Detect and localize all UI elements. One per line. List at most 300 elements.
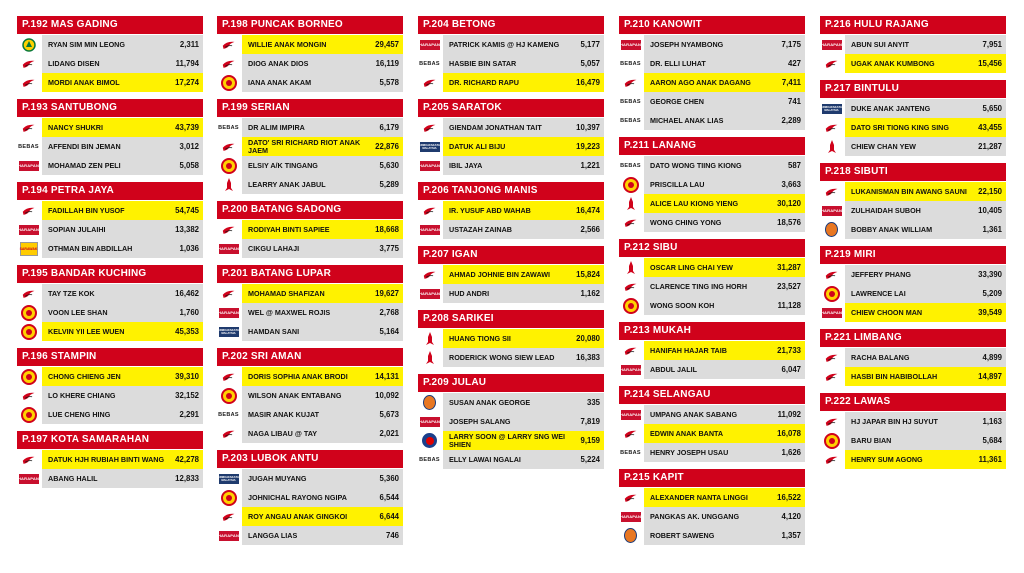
candidate-bar [242, 526, 403, 545]
candidate-row [619, 35, 805, 54]
candidate-name: DUKE ANAK JANTENG [851, 104, 931, 113]
bebas-label-icon: BEBAS [620, 60, 641, 67]
vote-count: 5,630 [379, 161, 399, 170]
psb-logo-icon [820, 450, 843, 469]
candidate-bar [845, 303, 1006, 322]
harapan-logo-icon: HARAPAN [217, 303, 240, 322]
candidate-row [217, 386, 403, 405]
constituency-title: P.222 LAWAS [820, 393, 1006, 411]
bebas-label-icon: BEBAS [620, 98, 641, 105]
candidate-row [619, 296, 805, 315]
candidate-row [619, 175, 805, 194]
candidate-bar [443, 284, 604, 303]
psb-logo-icon [820, 265, 843, 284]
constituency-title: P.194 PETRA JAYA [17, 182, 203, 200]
vote-count: 20,080 [576, 334, 600, 343]
psb-logo-icon [17, 73, 40, 92]
psb-logo-icon [418, 265, 441, 284]
candidate-name: AHMAD JOHNIE BIN ZAWAWI [449, 270, 551, 279]
psb-logo-icon [418, 118, 441, 137]
vote-count: 11,361 [978, 455, 1002, 464]
psb-logo-icon [217, 367, 240, 386]
candidate-name: RODERICK WONG SIEW LEAD [449, 353, 555, 362]
candidate-name: IBIL JAYA [449, 161, 483, 170]
candidate-bar [644, 258, 805, 277]
candidate-bar [845, 412, 1006, 431]
candidate-row [418, 284, 604, 303]
constituency-title: P.218 SIBUTI [820, 163, 1006, 181]
candidate-row [619, 92, 805, 111]
vote-count: 1,162 [580, 289, 600, 298]
vote-count: 17,274 [175, 78, 199, 87]
vote-count: 7,951 [982, 40, 1002, 49]
candidate-row [619, 277, 805, 296]
candidate-row [217, 239, 403, 258]
candidate-name: ROY ANGAU ANAK GINGKOI [248, 512, 348, 521]
candidate-name: LUE CHENG HING [48, 410, 111, 419]
candidate-row [619, 54, 805, 73]
harapan-logo-icon: HARAPAN [418, 284, 441, 303]
candidate-bar [242, 507, 403, 526]
candidate-name: TAY TZE KOK [48, 289, 95, 298]
candidate-row [820, 348, 1006, 367]
vote-count: 13,382 [175, 225, 199, 234]
vote-count: 11,128 [777, 301, 801, 310]
constituency-title: P.208 SARIKEI [418, 310, 604, 328]
harapan-logo-icon: HARAPAN [418, 220, 441, 239]
candidate-bar [644, 194, 805, 213]
constituency-section [418, 99, 604, 175]
candidate-name: PANGKAS AK. UNGGANG [650, 512, 740, 521]
harapan-logo-icon: HARAPAN [217, 239, 240, 258]
candidate-bar [443, 201, 604, 220]
candidate-bar [242, 303, 403, 322]
candidate-name: GEORGE CHEN [650, 97, 704, 106]
psb-logo-icon [820, 367, 843, 386]
candidate-name: JOSEPH NYAMBONG [650, 40, 724, 49]
vote-count: 4,899 [982, 353, 1002, 362]
candidate-name: CHIEW CHOON MAN [851, 308, 923, 317]
vote-count: 10,405 [978, 206, 1002, 215]
candidate-bar [42, 284, 203, 303]
constituency-section [619, 239, 805, 315]
candidate-bar [242, 35, 403, 54]
vote-count: 21,733 [777, 346, 801, 355]
candidate-name: LUKANISMAN BIN AWANG SAUNI [851, 187, 967, 196]
gps-logo-icon [619, 175, 642, 194]
candidate-row-winner [217, 367, 403, 386]
candidate-row [418, 54, 604, 73]
candidate-name: PRISCILLA LAU [650, 180, 705, 189]
sarawak-party-logo-icon: SARAWAK [17, 239, 40, 258]
candidate-name: DATUK ALI BIJU [449, 142, 506, 151]
candidate-row [820, 35, 1006, 54]
vote-count: 9,159 [580, 436, 600, 445]
candidate-name: UMPANG ANAK SABANG [650, 410, 738, 419]
vote-count: 14,897 [978, 372, 1002, 381]
candidate-bar [845, 54, 1006, 73]
constituency-section [17, 182, 203, 258]
rocket-logo-icon [619, 194, 642, 213]
vote-count: 33,390 [978, 270, 1002, 279]
constituency-section [17, 265, 203, 341]
candidate-row [820, 220, 1006, 239]
constituency-title: P.210 KANOWIT [619, 16, 805, 34]
vote-count: 1,760 [179, 308, 199, 317]
vote-count: 5,224 [580, 455, 600, 464]
candidate-bar [242, 405, 403, 424]
constituency-section [820, 163, 1006, 239]
candidate-bar [644, 35, 805, 54]
candidate-name: RACHA BALANG [851, 353, 910, 362]
vote-count: 3,012 [179, 142, 199, 151]
candidate-name: MORDI ANAK BIMOL [48, 78, 120, 87]
vote-count: 3,663 [781, 180, 801, 189]
candidate-bar [644, 73, 805, 92]
candidate-row [217, 322, 403, 341]
constituency-section [619, 322, 805, 379]
candidate-bar [242, 118, 403, 137]
candidate-bar [443, 412, 604, 431]
candidate-bar [242, 175, 403, 194]
candidate-row-winner [418, 137, 604, 156]
candidate-name: MOHAMAD SHAFIZAN [248, 289, 325, 298]
candidate-bar [845, 431, 1006, 450]
vote-count: 1,361 [982, 225, 1002, 234]
candidate-bar [644, 54, 805, 73]
candidate-name: OSCAR LING CHAI YEW [650, 263, 733, 272]
constituency-section [820, 80, 1006, 156]
vote-count: 10,397 [576, 123, 600, 132]
vote-count: 746 [385, 531, 399, 540]
candidate-name: UGAK ANAK KUMBONG [851, 59, 935, 68]
pbm-logo-icon: PERMUAFAKATAN MALAYSIA [215, 474, 242, 482]
vote-count: 19,627 [375, 289, 399, 298]
candidate-name: WONG SOON KOH [650, 301, 715, 310]
psb-logo-icon [17, 54, 40, 73]
candidate-row [820, 265, 1006, 284]
candidate-name: LIDANG DISEN [48, 59, 100, 68]
gps-logo-icon [217, 488, 240, 507]
constituency-title: P.215 KAPIT [619, 469, 805, 487]
constituency-title: P.192 MAS GADING [17, 16, 203, 34]
candidate-row [619, 526, 805, 545]
vote-count: 42,278 [175, 455, 199, 464]
candidate-name: OTHMAN BIN ABDILLAH [48, 244, 133, 253]
constituency-section [619, 386, 805, 462]
candidate-name: DIOG ANAK DIOS [248, 59, 309, 68]
bebas-label-icon: BEBAS [419, 60, 440, 67]
candidate-row-winner [619, 488, 805, 507]
candidate-name: CHIEW CHAN YEW [851, 142, 916, 151]
candidate-bar [42, 54, 203, 73]
psb-logo-icon [619, 213, 642, 232]
candidate-name: SUSAN ANAK GEORGE [449, 398, 531, 407]
candidate-bar [644, 156, 805, 175]
vote-count: 16,383 [576, 353, 600, 362]
gps-logo-icon [820, 431, 843, 450]
candidate-bar [42, 201, 203, 220]
candidate-bar [845, 137, 1006, 156]
candidate-bar [443, 393, 604, 412]
vote-count: 32,152 [175, 391, 199, 400]
candidate-row-winner [619, 341, 805, 360]
candidate-row-winner [820, 118, 1006, 137]
candidate-name: CHONG CHIENG JEN [48, 372, 121, 381]
candidate-row-winner [820, 450, 1006, 469]
candidate-name: DORIS SOPHIA ANAK BRODI [248, 372, 348, 381]
candidate-bar [845, 367, 1006, 386]
candidate-row [17, 469, 203, 488]
candidate-name: BOBBY ANAK WILLIAM [851, 225, 933, 234]
vote-count: 11,092 [777, 410, 801, 419]
candidate-row-winner [820, 182, 1006, 201]
candidate-name: HENRY SUM AGONG [851, 455, 923, 464]
candidate-bar [644, 526, 805, 545]
constituency-title: P.219 MIRI [820, 246, 1006, 264]
rocket-logo-icon [418, 329, 441, 348]
vote-count: 5,289 [379, 180, 399, 189]
gps-logo-icon [17, 322, 40, 341]
bebas-label-icon: BEBAS [620, 449, 641, 456]
candidate-bar [242, 386, 403, 405]
candidate-row [820, 431, 1006, 450]
candidate-row [217, 424, 403, 443]
candidate-row [17, 137, 203, 156]
harapan-logo-icon: HARAPAN [820, 35, 843, 54]
vote-count: 5,360 [379, 474, 399, 483]
constituency-section [217, 348, 403, 443]
candidate-name: DR ALIM IMPIRA [248, 123, 305, 132]
harapan-logo-icon: HARAPAN [820, 303, 843, 322]
psb-logo-icon [820, 412, 843, 431]
constituency-section [17, 99, 203, 175]
vote-count: 3,775 [379, 244, 399, 253]
vote-count: 335 [586, 398, 600, 407]
candidate-bar [42, 239, 203, 258]
constituency-title: P.209 JULAU [418, 374, 604, 392]
vote-count: 43,739 [175, 123, 199, 132]
vote-count: 30,120 [777, 199, 801, 208]
vote-count: 5,164 [379, 327, 399, 336]
candidate-bar [42, 118, 203, 137]
ld-logo-icon [418, 393, 441, 412]
harapan-logo-icon: HARAPAN [17, 469, 40, 488]
candidate-name: HJ JAPAR BIN HJ SUYUT [851, 417, 938, 426]
bebas-label-icon: BEBAS [218, 124, 239, 131]
candidate-name: CIKGU LAHAJI [248, 244, 300, 253]
gps-logo-icon [17, 405, 40, 424]
candidate-bar [242, 322, 403, 341]
candidate-bar [443, 329, 604, 348]
candidate-bar [644, 488, 805, 507]
vote-count: 5,650 [982, 104, 1002, 113]
vote-count: 7,819 [580, 417, 600, 426]
candidate-name: ELLY LAWAI NGALAI [449, 455, 521, 464]
candidate-bar [242, 156, 403, 175]
candidate-row [217, 405, 403, 424]
constituency-section [820, 329, 1006, 386]
vote-count: 5,177 [580, 40, 600, 49]
candidate-bar [644, 111, 805, 130]
constituency-title: P.201 BATANG LUPAR [217, 265, 403, 283]
constituency-title: P.198 PUNCAK BORNEO [217, 16, 403, 34]
candidate-bar [42, 156, 203, 175]
vote-count: 6,179 [379, 123, 399, 132]
vote-count: 6,644 [379, 512, 399, 521]
candidate-name: HANIFAH HAJAR TAIB [650, 346, 727, 355]
vote-count: 45,353 [175, 327, 199, 336]
vote-count: 1,036 [179, 244, 199, 253]
gps-logo-icon [217, 156, 240, 175]
pbm-logo-icon: PERMUAFAKATAN MALAYSIA [416, 142, 443, 150]
vote-count: 5,058 [179, 161, 199, 170]
candidate-bar [42, 220, 203, 239]
constituency-section [217, 16, 403, 92]
psb-logo-icon [217, 54, 240, 73]
candidate-row [17, 54, 203, 73]
psb-logo-icon [17, 118, 40, 137]
candidate-bar [443, 450, 604, 469]
candidate-row-winner [217, 137, 403, 156]
candidate-name: HUD ANDRI [449, 289, 490, 298]
vote-count: 11,794 [175, 59, 199, 68]
candidate-name: LANGGA LIAS [248, 531, 298, 540]
pbm-logo-icon: PERMUAFAKATAN MALAYSIA [215, 327, 242, 335]
vote-count: 587 [787, 161, 801, 170]
candidate-name: JOHNICHAL RAYONG NGIPA [248, 493, 347, 502]
candidate-name: ALICE LAU KIONG YIENG [650, 199, 739, 208]
psb-logo-icon [820, 182, 843, 201]
vote-count: 21,287 [978, 142, 1002, 151]
candidate-bar [845, 182, 1006, 201]
candidate-bar [845, 99, 1006, 118]
candidate-name: RODIYAH BINTI SAPIEE [248, 225, 330, 234]
candidate-bar [845, 284, 1006, 303]
candidate-name: DATO WONG TIING KIONG [650, 161, 742, 170]
candidate-row [17, 220, 203, 239]
candidate-name: ROBERT SAWENG [650, 531, 715, 540]
vote-count: 19,223 [576, 142, 600, 151]
vote-count: 427 [787, 59, 801, 68]
candidate-bar [242, 73, 403, 92]
vote-count: 43,455 [978, 123, 1002, 132]
vote-count: 14,131 [375, 372, 399, 381]
vote-count: 18,576 [777, 218, 801, 227]
candidate-row [418, 118, 604, 137]
psb-logo-icon [418, 73, 441, 92]
constituency-title: P.207 IGAN [418, 246, 604, 264]
vote-count: 22,876 [375, 142, 399, 151]
candidate-name: JEFFERY PHANG [851, 270, 911, 279]
vote-count: 29,457 [375, 40, 399, 49]
candidate-name: WILSON ANAK ENTABANG [248, 391, 342, 400]
constituency-title: P.202 SRI AMAN [217, 348, 403, 366]
vote-count: 2,311 [179, 40, 199, 49]
candidate-row [820, 137, 1006, 156]
candidate-bar [42, 386, 203, 405]
candidate-row [217, 175, 403, 194]
candidate-row-winner [217, 284, 403, 303]
psb-logo-icon [820, 118, 843, 137]
candidate-name: ELSIY A/K TINGANG [248, 161, 318, 170]
candidate-bar [443, 35, 604, 54]
candidate-row [820, 412, 1006, 431]
candidate-bar [845, 35, 1006, 54]
constituency-title: P.221 LIMBANG [820, 329, 1006, 347]
bebas-label-icon: BEBAS [419, 456, 440, 463]
vote-count: 1,626 [781, 448, 801, 457]
vote-count: 22,150 [978, 187, 1002, 196]
pn-logo-icon [17, 35, 40, 54]
constituency-section [217, 201, 403, 258]
candidate-bar [42, 73, 203, 92]
candidate-bar [443, 118, 604, 137]
candidate-row [17, 35, 203, 54]
vote-count: 12,833 [175, 474, 199, 483]
constituency-section [17, 348, 203, 424]
vote-count: 2,566 [580, 225, 600, 234]
harapan-logo-icon: HARAPAN [17, 156, 40, 175]
constituency-title: P.196 STAMPIN [17, 348, 203, 366]
candidate-row-winner [418, 265, 604, 284]
candidate-name: DATO SRI TIONG KING SING [851, 123, 949, 132]
vote-count: 16,119 [375, 59, 399, 68]
constituency-title: P.205 SARATOK [418, 99, 604, 117]
constituency-section [820, 393, 1006, 469]
candidate-name: CLARENCE TING ING HORH [650, 282, 748, 291]
candidate-bar [443, 220, 604, 239]
constituency-section [418, 374, 604, 469]
candidate-name: MOHAMAD ZEN PELI [48, 161, 121, 170]
constituency-title: P.203 LUBOK ANTU [217, 450, 403, 468]
harapan-logo-icon: HARAPAN [418, 412, 441, 431]
psb-logo-icon [820, 348, 843, 367]
candidate-name: WEL @ MAXWEL ROJIS [248, 308, 331, 317]
candidate-name: DR. ELLI LUHAT [650, 59, 706, 68]
candidate-row [217, 118, 403, 137]
psb-logo-icon [619, 424, 642, 443]
candidate-row [418, 412, 604, 431]
constituency-title: P.199 SERIAN [217, 99, 403, 117]
candidate-bar [242, 220, 403, 239]
candidate-row-winner [418, 329, 604, 348]
candidate-name: LARRY SOON @ LARRY SNG WEI SHIEN [449, 432, 566, 449]
rocket-logo-icon [217, 175, 240, 194]
candidate-row [619, 156, 805, 175]
candidate-row-winner [418, 431, 604, 450]
psb-logo-icon [217, 137, 240, 156]
candidate-row-winner [217, 220, 403, 239]
candidate-bar [845, 201, 1006, 220]
harapan-logo-icon: HARAPAN [619, 507, 642, 526]
candidate-bar [644, 92, 805, 111]
rocket-logo-icon [619, 258, 642, 277]
candidate-row-winner [619, 258, 805, 277]
gps-logo-icon [17, 367, 40, 386]
candidate-row-winner [418, 73, 604, 92]
vote-count: 10,092 [375, 391, 399, 400]
vote-count: 23,527 [777, 282, 801, 291]
candidate-name: DATO' SRI RICHARD RIOT ANAK JAEM [248, 138, 361, 155]
candidate-name: HASBIE BIN SATAR [449, 59, 517, 68]
candidate-row-winner [17, 201, 203, 220]
candidate-row [17, 156, 203, 175]
candidate-row [17, 386, 203, 405]
candidate-bar [242, 424, 403, 443]
ht-logo-icon [418, 431, 441, 450]
vote-count: 5,578 [379, 78, 399, 87]
